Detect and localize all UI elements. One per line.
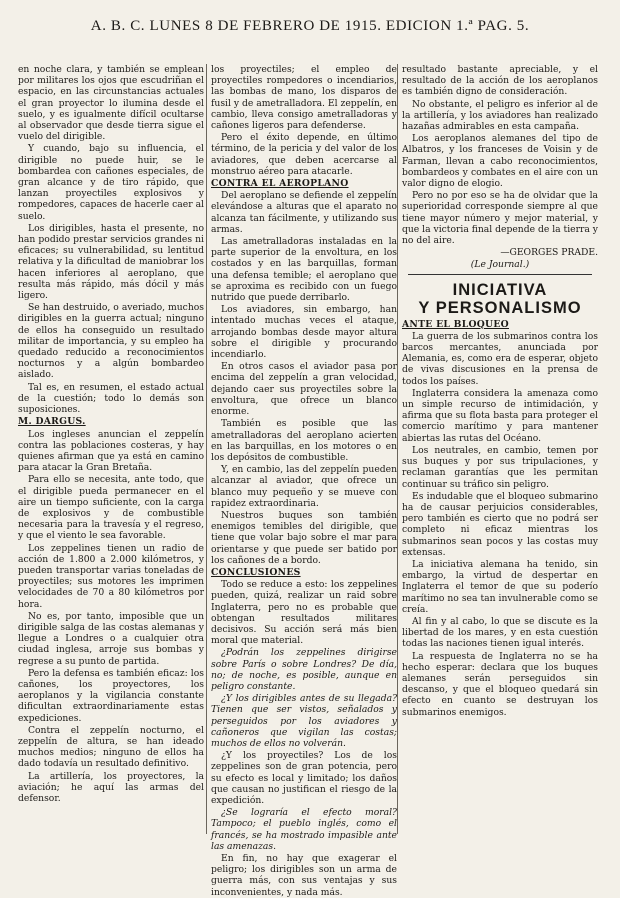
paragraph: ¿Y los proyectiles? Los de los zeppelines son de gran potencia, pero su efecto es local y limitado; los daños que causan no justifican el riesgo de la expedición. — [211, 750, 397, 806]
paragraph: Los neutrales, en cambio, temen por sus buques y por sus tripulaciones, y reclaman garantías que les permitan continuar su tráfico sin peligro. — [402, 444, 598, 490]
paragraph: Contra el zeppelín nocturno, el zeppelín de altura, se han ideado muchos medios; ninguno de ellos ha dado todavía un resultado definitivo. — [18, 724, 204, 770]
paragraph: en noche clara, y también se emplean por militares los ojos que escudriñan el espacio, en las circunstancias actuales el gran proyector lo ilumina desde el suelo, y es igualmente difícil ocultarse al observador que desde tierra sigue el vuelo del dirigible. — [18, 64, 204, 143]
subheading-contra-aeroplano: CONTRA EL AEROPLANO — [211, 178, 349, 190]
paragraph: No obstante, el peligro es inferior al de la artillería, y los aviadores han realizado hazañas admirables en esta campaña. — [402, 98, 598, 133]
paragraph: La artillería, los proyectores, la aviación; he aquí las armas del defensor. — [18, 770, 204, 804]
article-title — [402, 281, 598, 317]
column-1 — [18, 64, 204, 836]
column-3 — [402, 64, 598, 836]
paragraph: Los aviadores, sin embargo, han intentado muchas veces el ataque, arrojando bombas desde mayor altura sobre el dirigible y procurando incendiarlo. — [211, 304, 397, 361]
paragraph: La guerra de los submarinos contra los barcos mercantes, anunciada por Alemania, es, como era de esperar, objeto de vivas discusiones en la prensa de todos los países. — [402, 330, 598, 387]
paragraph: ¿Se lograría el efecto moral? Tampoco; el pueblo inglés, como el francés, se ha mostrado impasible ante las amenazas. — [211, 807, 397, 852]
paragraph: Al fin y al cabo, lo que se discute es la libertad de los mares, y en esta cuestión todas las naciones tienen igual interés. — [402, 615, 598, 650]
paragraph: Los zeppelines tienen un radio de acción de 1.800 a 2.000 kilómetros, y pueden transportar varias toneladas de proyectiles; sus motores les imprimen velocidades de 70 a 80 kilómetros por hora. — [18, 542, 204, 610]
paragraph: Tal es, en resumen, el estado actual de la cuestión; todo lo demás son suposiciones. — [18, 381, 204, 416]
paragraph: Inglaterra considera la amenaza como un simple recurso de intimidación, y afirma que su flota basta para proteger el comercio marítimo y para mantener abiertas las rutas del Océano. — [402, 387, 598, 444]
paragraph: Nuestros buques son también enemigos temibles del dirigible, que tiene que volar bajo sobre el mar para orientarse y que puede ser batido por los cañones de a bordo. — [211, 509, 397, 566]
article-title-line-2: Y PERSONALISMO — [418, 298, 582, 317]
paragraph: Se han destruido, o averiado, muchos dirigibles en la guerra actual; ninguno de ellos ha conseguido un resultado militar de importancia, y su empleo ha quedado reducido a reconocimientos nocturnos y a algún bombardeo aislado. — [18, 302, 204, 381]
paragraph: los proyectiles; el empleo de proyectiles rompedores o incendiarios, las bombas de mano, los disparos de fusil y de ametralladora. El zeppelín, en cambio, lleva consigo ametralladoras y cañones ligeros para defenderse. — [211, 64, 397, 132]
paragraph: ¿Podrán los zeppelines dirigirse sobre París o sobre Londres? De día, no; de noche, es posible, aunque en peligro constante. — [211, 647, 397, 692]
article-title-line-1: INICIATIVA — [452, 280, 548, 299]
paragraph: Y, en cambio, las del zeppelín pueden alcanzar al aviador, que ofrece un blanco muy pequeño y se mueve con rapidez extraordinaria. — [211, 464, 397, 509]
column-2 — [211, 64, 397, 898]
paragraph: Los aeroplanos alemanes del tipo de Albatros, y los franceses de Voisin y de Farman, llevan a cabo reconocimientos, bombardeos y combates en el aire con un valor digno de elogio. — [402, 133, 598, 190]
paragraph: Los dirigibles, hasta el presente, no han podido prestar servicios grandes ni eficaces; su vulnerabilidad, su lentitud relativa y la dificultad de maniobrar los hacen inferiores al aeroplano, que resulta más rápido, más dócil y más ligero. — [18, 222, 204, 302]
paragraph: Pero la defensa es también eficaz: los cañones, los proyectores, los aeroplanos y la vigilancia constante dificultan extraordinariamente estas expediciones. — [18, 667, 204, 724]
subheading-conclusiones: CONCLUSIONES — [211, 566, 301, 578]
paragraph: También es posible que las ametralladoras del aeroplano acierten en las barquillas, en los motores o en los depósitos de combustible. — [211, 418, 397, 463]
paragraph: ¿Y los dirigibles antes de su llegada? Tienen que ser vistos, señalados y perseguidos por los aviadores y cañoneros que vigilan las costas; muchos de ellos no volverán. — [211, 693, 397, 749]
page-header: A. B. C. LUNES 8 DE FEBRERO DE 1915. EDICION 1.ª PAG. 5. — [90, 18, 530, 34]
paragraph: En fin, no hay que exagerar el peligro; los dirigibles son un arma de guerra más, con sus ventajas y sus inconvenientes, y nada más. — [211, 853, 397, 898]
section-divider — [408, 274, 592, 275]
paragraph: Todo se reduce a esto: los zeppelines pueden, quizá, realizar un raid sobre Inglaterra, pero no es probable que obtengan resultados militares decisivos. Su acción será más bien moral que material. — [211, 579, 397, 647]
column-divider-2 — [397, 64, 398, 834]
paragraph: Los ingleses anuncian el zeppelín contra las poblaciones costeras, y hay quienes afirman que ya está en camino para atacar la Gran Bretaña. — [18, 428, 204, 474]
paragraph: Pero el éxito depende, en último término, de la pericia y del valor de los aviadores, que deben acercarse al monstruo aéreo para atacarle. — [211, 132, 397, 177]
paragraph: Las ametralladoras instaladas en la parte superior de la envoltura, en los costados y en las barquillas, forman una defensa temible; el aeroplano que se aproxima es recibido con un fuego nutrido que puede derribarlo. — [211, 236, 397, 304]
paragraph: Pero no por eso se ha de olvidar que la superioridad corresponde siempre al que tiene mayor número y mejor material, y que la victoria final depende de la tierra y no del aire. — [402, 190, 598, 247]
paragraph: Para ello se necesita, ante todo, que el dirigible pueda permanecer en el aire un tiempo suficiente, con la carga de explosivos y de combustible necesaria para la travesía y el regreso, y que el viento le sea favorable. — [18, 474, 204, 542]
paragraph: Es indudable que el bloqueo submarino ha de causar perjuicios considerables, pero también es cierto que no podrá ser completo ni eficaz mientras los submarinos sean pocos y las costas muy extensas. — [402, 490, 598, 558]
paragraph: La iniciativa alemana ha tenido, sin embargo, la virtud de despertar en Inglaterra el temor de que su poderío marítimo no sea tan invulnerable como se creía. — [402, 558, 598, 615]
author-signature-dargus: M. DARGUS. — [18, 416, 86, 428]
subheading-ante-bloqueo: ANTE EL BLOQUEO — [402, 318, 509, 330]
paragraph: No es, por tanto, imposible que un dirigible salga de las costas alemanas y llegue a Londres o a cualquier otra ciudad inglesa, arroje sus bombas y regrese a su punto de partida. — [18, 610, 204, 667]
paragraph: Y cuando, bajo su influencia, el dirigible no puede huir, se le bombardea con cañones especiales, de gran alcance y de tiro rápido, que lanzan proyectiles explosivos y rompedores, capaces de hacerle caer al suelo. — [18, 143, 204, 222]
author-signature-prade: —GEORGES PRADE. — [500, 247, 598, 259]
column-divider-1 — [206, 64, 207, 834]
paragraph: resultado bastante apreciable, y el resultado de la acción de los aeroplanos es también digno de consideración. — [402, 64, 598, 98]
paragraph: En otros casos el aviador pasa por encima del zeppelín a gran velocidad, dejando caer sus proyectiles sobre la envoltura, que ofrece un blanco enorme. — [211, 361, 397, 418]
source-credit: (Le Journal.) — [470, 259, 530, 271]
paragraph: Del aeroplano se defiende el zeppelín elevándose a alturas que el aparato no alcanza tan fácilmente, y utilizando sus armas. — [211, 190, 397, 235]
paragraph: La respuesta de Inglaterra no se ha hecho esperar: declara que los buques alemanes serán perseguidos sin descanso, y que el bloqueo quedará sin efecto en cuanto se destruyan los submarinos enemigos. — [402, 650, 598, 718]
